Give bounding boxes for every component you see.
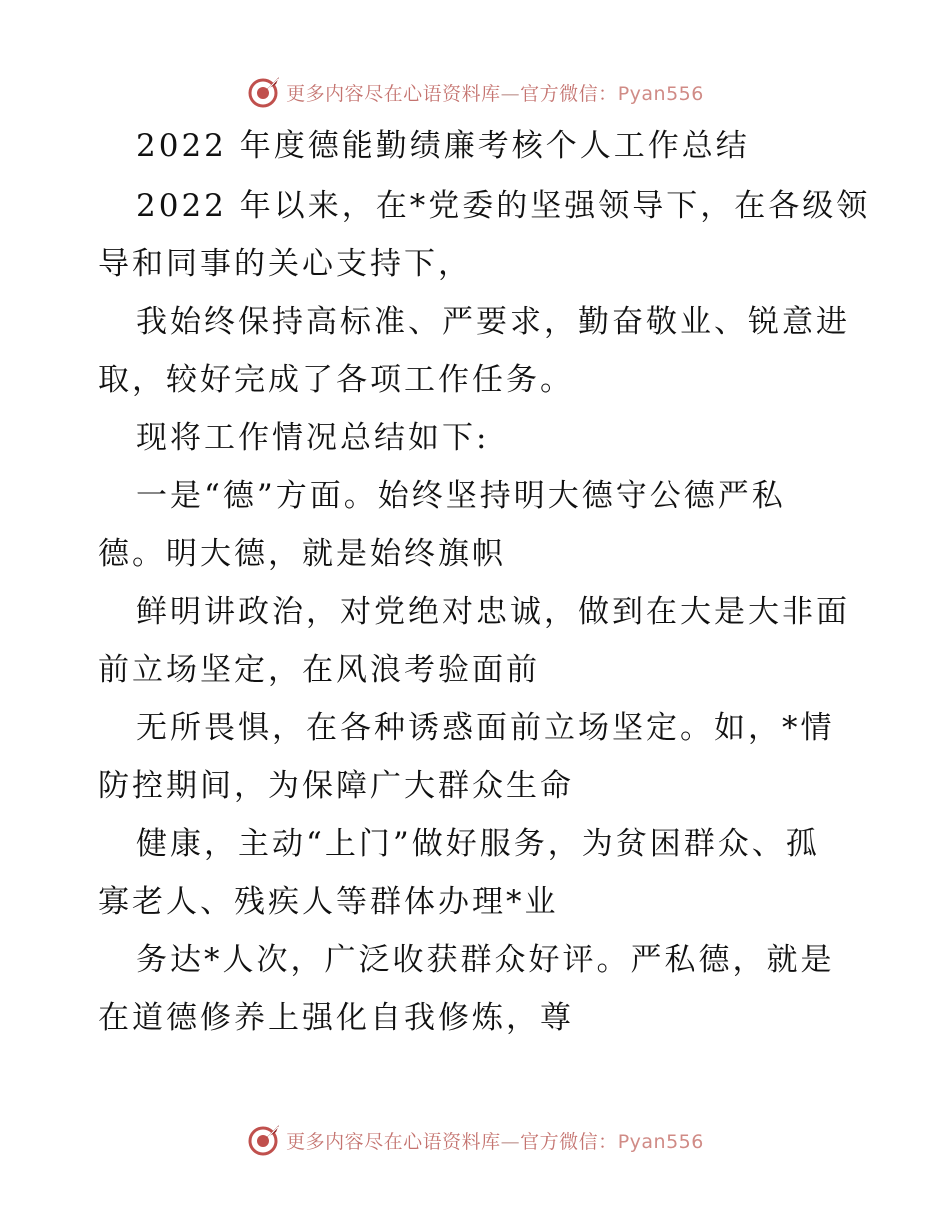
paragraph-line: 一是“德”方面。始终坚持明大德守公德严私	[136, 478, 786, 514]
paragraph-line: 2022 年以来，在*党委的坚强领导下，在各级领	[136, 188, 871, 224]
header-watermark	[0, 72, 950, 112]
watermark-id: Pyan556	[617, 82, 704, 105]
watermark-label: 官方微信：	[520, 82, 618, 105]
watermark-site: 更多内容尽在心语资料库	[286, 82, 501, 105]
quill-logo-icon	[246, 74, 282, 110]
paragraph-line: 寡老人、残疾人等群体办理*业	[98, 884, 559, 920]
paragraph-line: 防控期间，为保障广大群众生命	[98, 768, 574, 804]
paragraph-line: 取，较好完成了各项工作任务。	[98, 362, 574, 398]
paragraph-line: 无所畏惧，在各种诱惑面前立场坚定。如，*情	[136, 710, 835, 746]
paragraph-line: 前立场坚定，在风浪考验面前	[98, 652, 540, 688]
quill-logo-icon	[246, 1122, 282, 1158]
paragraph-line: 我始终保持高标准、严要求，勤奋敬业、锐意进	[136, 304, 850, 340]
watermark-text	[286, 79, 704, 106]
paragraph-line: 健康，主动“上门”做好服务，为贫困群众、孤	[136, 826, 820, 862]
watermark-dash: —	[500, 82, 521, 105]
watermark-dash: —	[500, 1130, 521, 1153]
watermark-label: 官方微信：	[520, 1130, 618, 1153]
footer-watermark	[0, 1120, 950, 1160]
watermark-site: 更多内容尽在心语资料库	[286, 1130, 501, 1153]
watermark-text	[286, 1127, 704, 1154]
paragraph-line: 务达*人次，广泛收获群众好评。严私德，就是	[136, 942, 835, 978]
watermark-id: Pyan556	[617, 1130, 704, 1153]
paragraph-line: 德。明大德，就是始终旗帜	[98, 536, 506, 572]
paragraph-line: 在道德修养上强化自我修炼，尊	[98, 1000, 574, 1036]
paragraph-line: 导和同事的关心支持下，	[98, 246, 472, 282]
paragraph-line: 现将工作情况总结如下:	[136, 420, 490, 456]
paragraph-line: 鲜明讲政治，对党绝对忠诚，做到在大是大非面	[136, 594, 850, 630]
document-title: 2022 年度德能勤绩廉考核个人工作总结	[136, 128, 750, 164]
